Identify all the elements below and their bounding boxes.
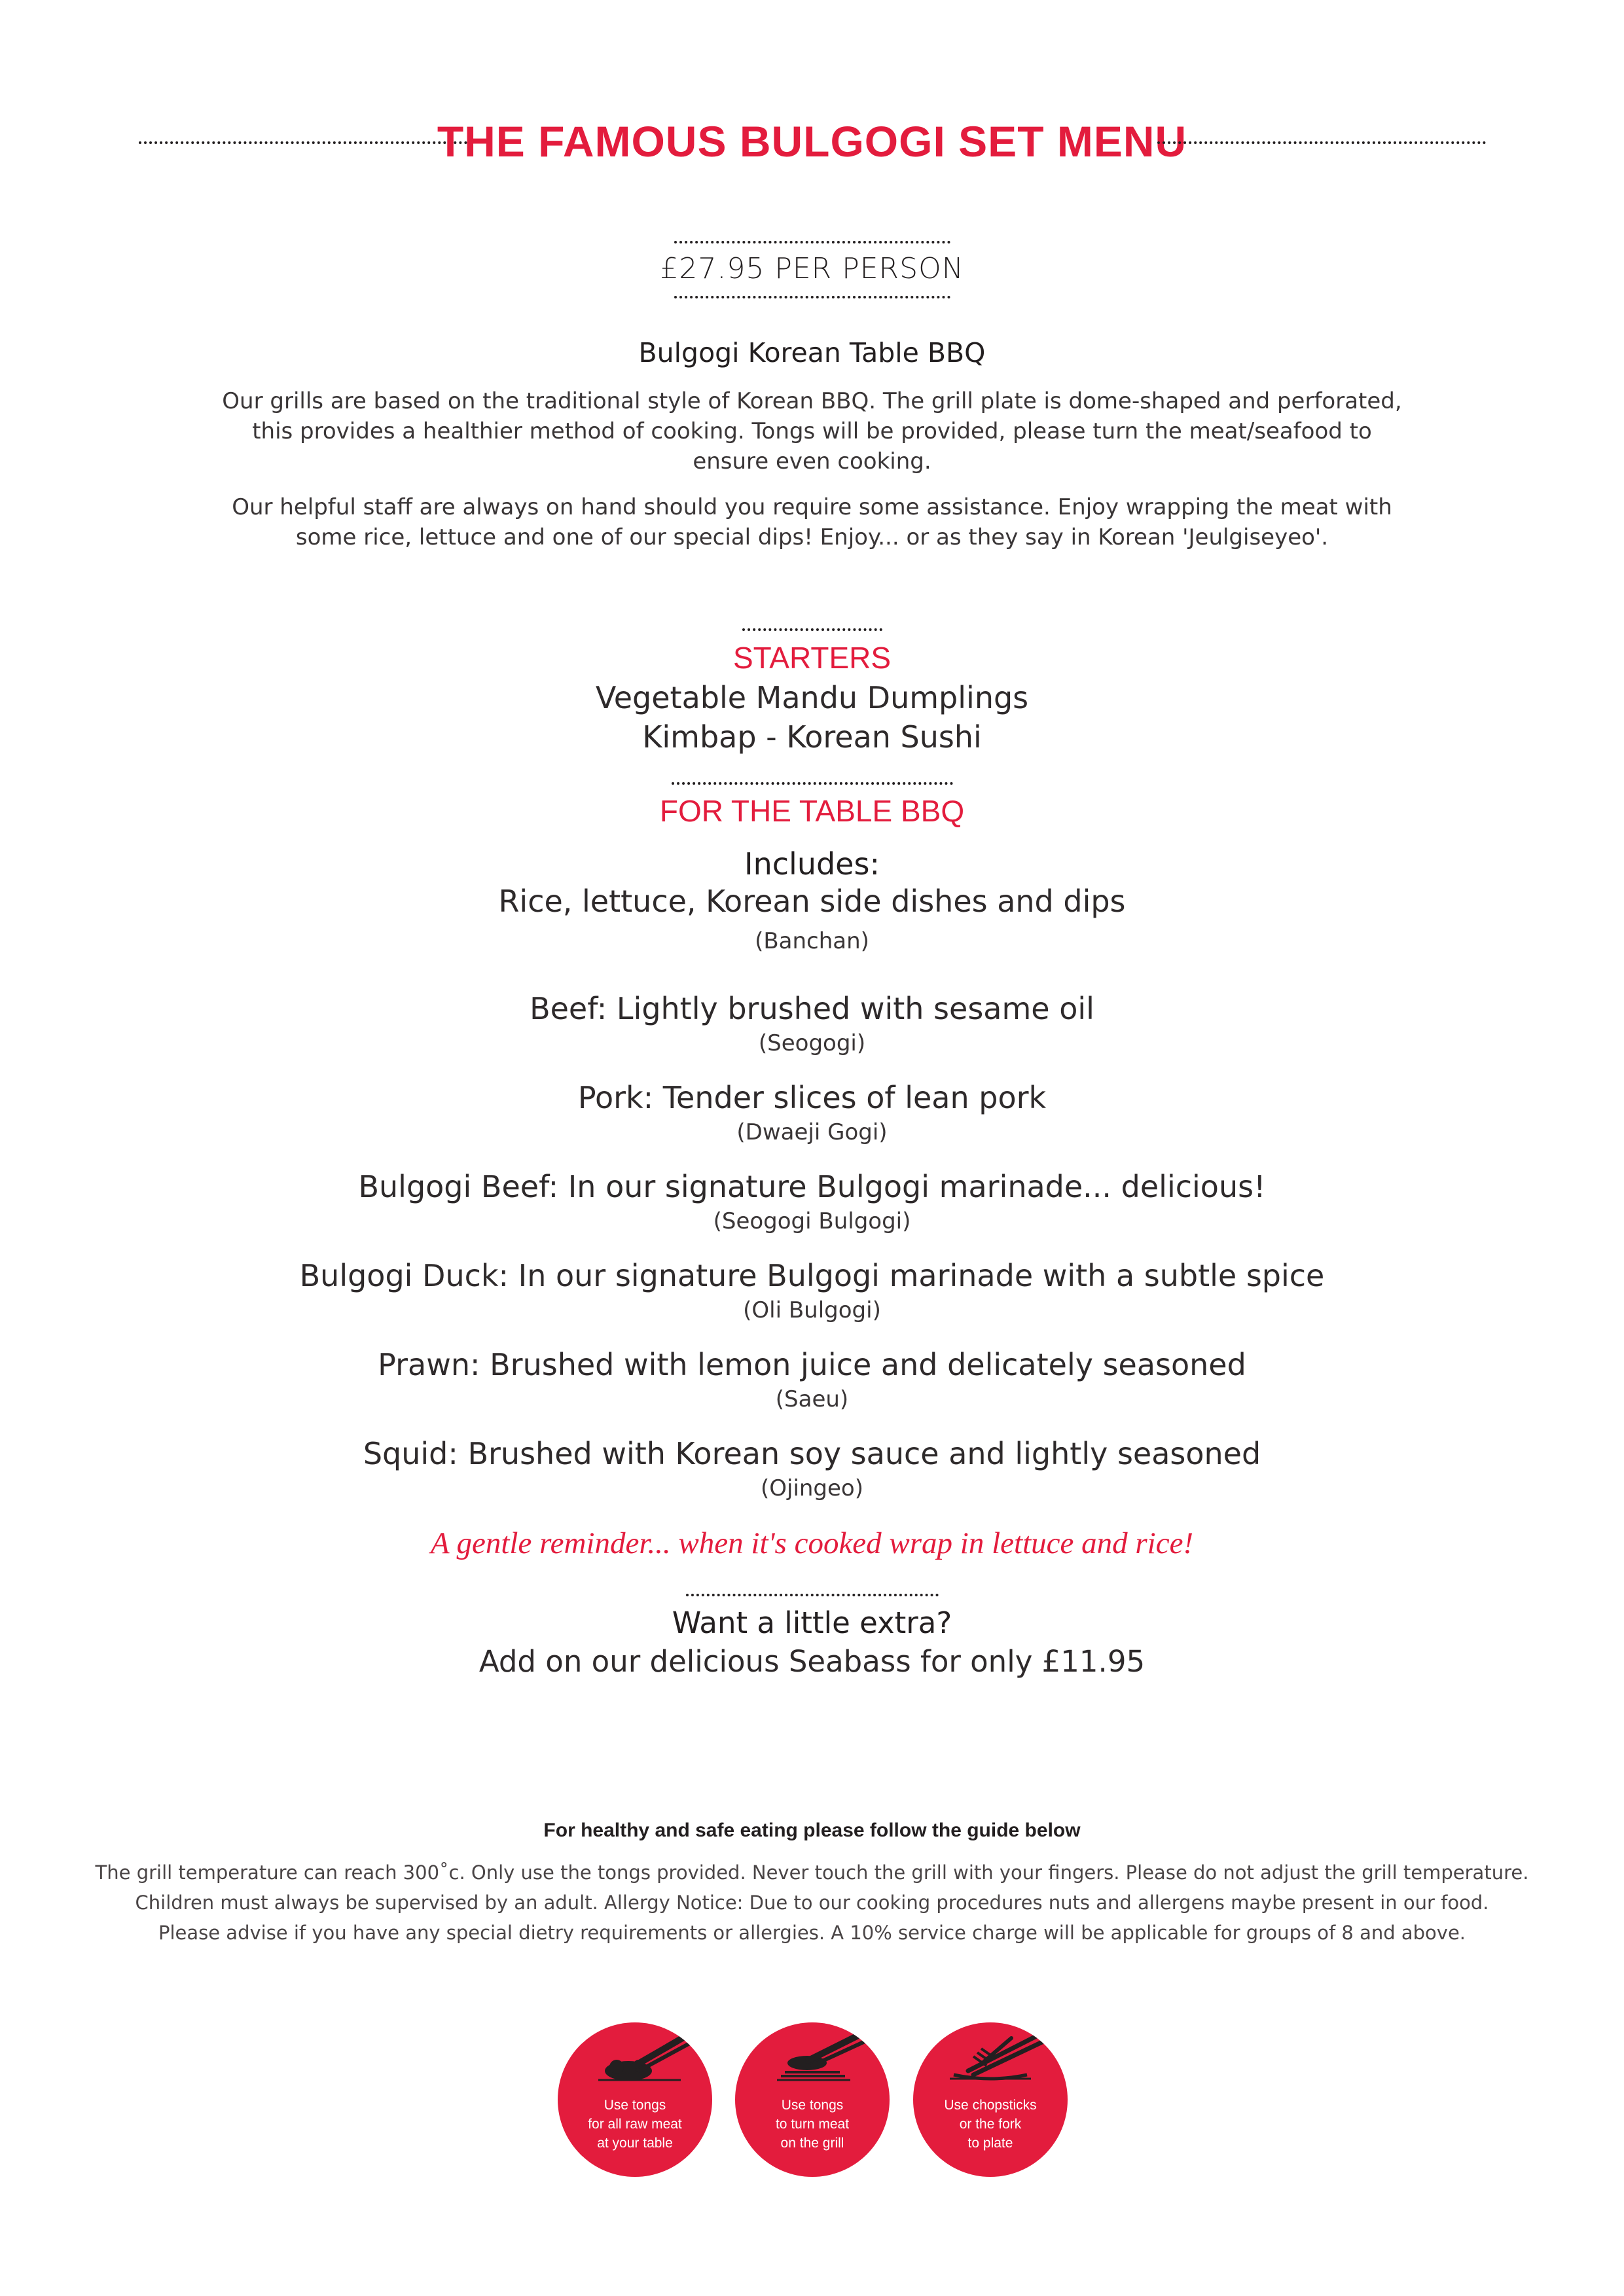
guide-line: Children must always be supervised by an adult. Allergy Notice: Due to our cooking procedures nuts and allergens maybe present in our food. <box>135 1892 1489 1914</box>
bbq-item-bulgogi-duck <box>0 1257 1624 1326</box>
badge-caption <box>913 2096 1068 2153</box>
reminder-note: A gentle reminder... when it's cooked wrap in lettuce and rice! <box>430 1526 1194 1560</box>
extra-text: Add on our delicious Seabass for only £11.95 <box>478 1644 1146 1679</box>
price-rule-top <box>674 241 950 243</box>
includes-heading: Includes: <box>744 846 880 882</box>
badge-caption-line: Use chopsticks <box>944 2098 1037 2113</box>
badge-tongs-grill <box>735 2022 890 2177</box>
page-title: THE FAMOUS BULGOGI SET MENU <box>437 117 1187 166</box>
bbq-item-prawn <box>0 1346 1624 1415</box>
bbq-item-korean-name: (Dwaeji Gogi) <box>736 1119 888 1145</box>
badge-caption-line: to plate <box>967 2136 1013 2151</box>
intro-paragraph-1-line: Our grills are based on the traditional style of Korean BBQ. The grill plate is dome-shaped and perforated, <box>222 388 1402 414</box>
bbq-item-name: Bulgogi Duck: In our signature Bulgogi marinade with a subtle spice <box>299 1258 1325 1293</box>
intro-paragraph-1-line: ensure even cooking. <box>693 448 931 475</box>
guide-text <box>0 1857 1624 1948</box>
badge-caption-line: Use tongs <box>781 2098 844 2113</box>
guide-line: Please advise if you have any special dietry requirements or allergies. A 10% service charge will be applicable for groups of 8 and above. <box>158 1922 1466 1944</box>
price-per-person: £27.95 PER PERSON <box>660 252 964 285</box>
bbq-item-name: Pork: Tender slices of lean pork <box>577 1080 1047 1115</box>
starters-heading: STARTERS <box>732 641 892 675</box>
bbq-item-name: Prawn: Brushed with lemon juice and delicately seasoned <box>378 1347 1246 1382</box>
bbq-item-name: Bulgogi Beef: In our signature Bulgogi marinade... delicious! <box>358 1169 1266 1204</box>
bbq-item-beef <box>0 990 1624 1059</box>
badge-caption-line: Use tongs <box>604 2098 666 2113</box>
starters-list <box>0 678 1624 757</box>
badge-caption-line: at your table <box>597 2136 673 2151</box>
table-bbq-heading: FOR THE TABLE BBQ <box>659 794 965 828</box>
starters-rule <box>742 628 882 631</box>
extra-rule <box>686 1594 939 1596</box>
includes-text: Rice, lettuce, Korean side dishes and dips <box>498 884 1126 919</box>
price-rule-bottom <box>674 296 950 298</box>
bbq-rule <box>672 782 953 785</box>
starter-item: Kimbap - Korean Sushi <box>642 719 982 755</box>
starter-item: Vegetable Mandu Dumplings <box>595 680 1029 715</box>
badge-caption-line: to turn meat <box>775 2117 850 2132</box>
bbq-item-korean-name: (Seogogi) <box>758 1030 866 1056</box>
bbq-item-korean-name: (Saeu) <box>775 1386 849 1412</box>
bbq-item-name: Squid: Brushed with Korean soy sauce and lightly seasoned <box>363 1436 1261 1471</box>
badge-caption-line: on the grill <box>780 2136 844 2151</box>
intro-paragraph-2 <box>0 492 1624 552</box>
badge-caption <box>558 2096 712 2153</box>
bbq-item-korean-name: (Ojingeo) <box>760 1475 864 1501</box>
badge-caption-line: or the fork <box>959 2117 1022 2132</box>
bbq-item-korean-name: (Seogogi Bulgogi) <box>713 1208 911 1234</box>
bbq-item-name: Beef: Lightly brushed with sesame oil <box>530 991 1094 1026</box>
extra-heading: Want a little extra? <box>672 1605 952 1640</box>
guide-heading: For healthy and safe eating please follow the guide below <box>543 1820 1081 1841</box>
intro-heading: Bulgogi Korean Table BBQ <box>638 337 986 368</box>
includes-korean-name: (Banchan) <box>755 928 869 954</box>
intro-paragraph-1 <box>0 386 1624 476</box>
badge-caption <box>735 2096 890 2153</box>
badge-chopsticks-fork <box>913 2022 1068 2177</box>
bbq-item-korean-name: (Oli Bulgogi) <box>743 1297 881 1323</box>
intro-paragraph-2-line: Our helpful staff are always on hand should you require some assistance. Enjoy wrapping the meat with <box>232 494 1392 520</box>
bbq-item-bulgogi-beef <box>0 1168 1624 1237</box>
badge-tongs-raw-meat <box>558 2022 712 2177</box>
title-rule-right <box>1157 141 1486 144</box>
intro-paragraph-1-line: this provides a healthier method of cooking. Tongs will be provided, please turn the meat/seafood to <box>252 418 1372 444</box>
bbq-item-pork <box>0 1079 1624 1148</box>
guide-line: The grill temperature can reach 300˚c. Only use the tongs provided. Never touch the grill with your fingers. Please do not adjust the grill temperature. <box>95 1861 1529 1884</box>
badge-caption-line: for all raw meat <box>588 2117 682 2132</box>
intro-paragraph-2-line: some rice, lettuce and one of our special dips! Enjoy... or as they say in Korean 'Jeulgiseyeo'. <box>295 524 1329 550</box>
bbq-item-squid <box>0 1435 1624 1504</box>
